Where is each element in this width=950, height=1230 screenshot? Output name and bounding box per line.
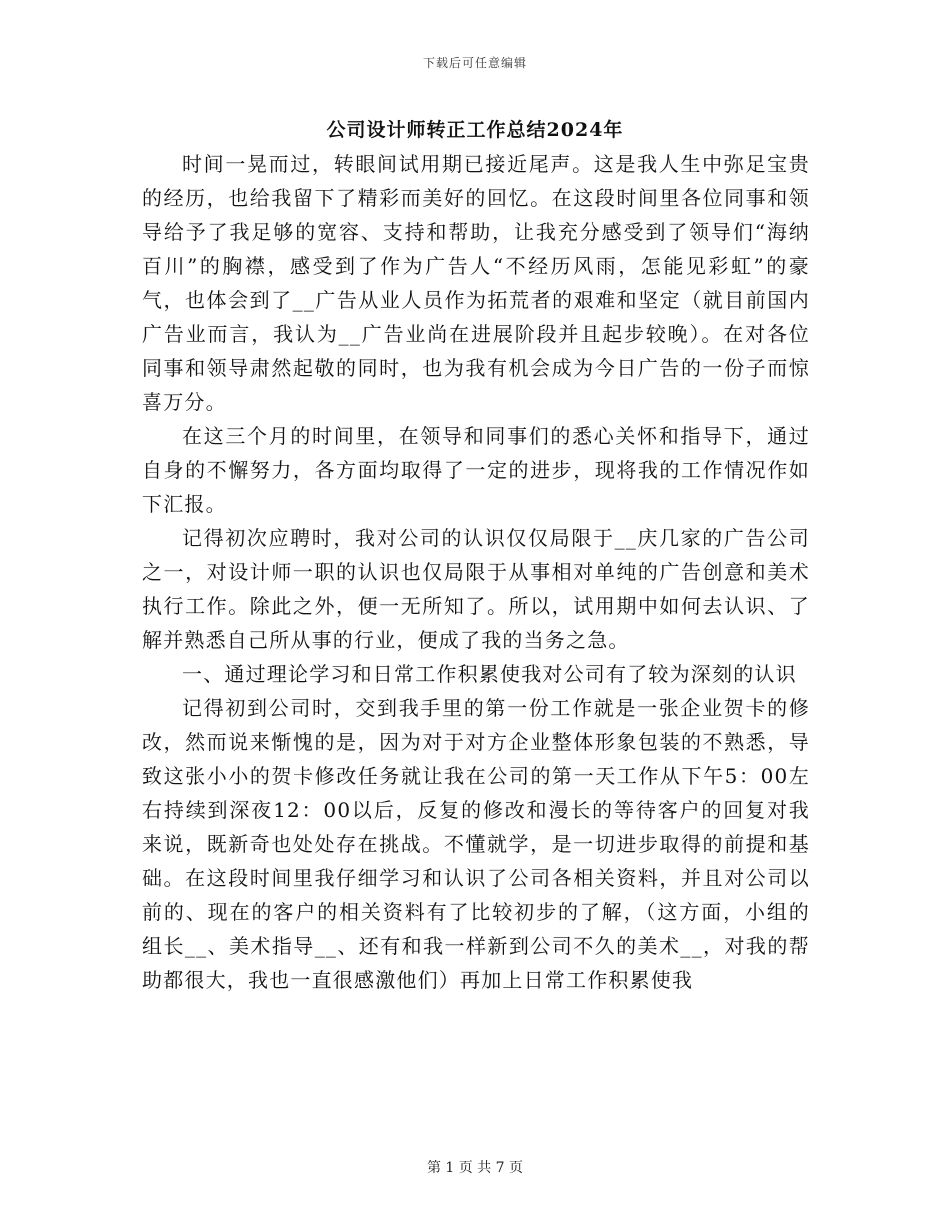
- paragraph: 记得初次应聘时，我对公司的认识仅仅局限于__庆几家的广告公司之一，对设计师一职的认识也仅局限于从事相对单纯的广告创意和美术执行工作。除此之外，便一无所知了。所以，试用期中如何去认识、了解并熟悉自己所从事的行业，便成了我的当务之急。: [142, 526, 810, 652]
- paragraph: 记得初到公司时，交到我手里的第一份工作就是一张企业贺卡的修改，然而说来惭愧的是，因为对于对方企业整体形象包装的不熟悉，导致这张小小的贺卡修改任务就让我在公司的第一天工作从下午5：00左右持续到深夜12：00以后，反复的修改和漫长的等待客户的回复对我来说，既新奇也处处存在挑战。不懂就学，是一切进步取得的前提和基础。在这段时间里我仔细学习和认识了公司各相关资料，并且对公司以前的、现在的客户的相关资料有了比较初步的了解，（这方面，小组的组长__、美术指导__、还有和我一样新到公司不久的美术__，对我的帮助都很大，我也一直很感激他们）再加上日常工作积累使我: [142, 696, 810, 992]
- document-title: 公司设计师转正工作总结2024年: [326, 119, 624, 141]
- paragraph: 在这三个月的时间里，在领导和同事们的悉心关怀和指导下，通过自身的不懈努力，各方面均取得了一定的进步，现将我的工作情况作如下汇报。: [142, 424, 810, 516]
- paragraph: 时间一晃而过，转眼间试用期已接近尾声。这是我人生中弥足宝贵的经历，也给我留下了精彩而美好的回忆。在这段时间里各位同事和领导给予了我足够的宽容、支持和帮助，让我充分感受到了领导们“海纳百川”的胸襟，感受到了作为广告人“不经历风雨，怎能见彩虹”的豪气，也体会到了__广告从业人员作为拓荒者的艰难和坚定（就目前国内广告业而言，我认为__广告业尚在进展阶段并且起步较晚）。在对各位同事和领导肃然起敬的同时，也为我有机会成为今日广告的一份子而惊喜万分。: [142, 152, 810, 414]
- document-body: [142, 147, 810, 997]
- header-note: 下载后可任意编辑: [422, 56, 527, 70]
- page-number: 第 1 页 共 7 页: [426, 1160, 524, 1176]
- section-heading: 一、通过理论学习和日常工作积累使我对公司有了较为深刻的认识: [182, 662, 797, 686]
